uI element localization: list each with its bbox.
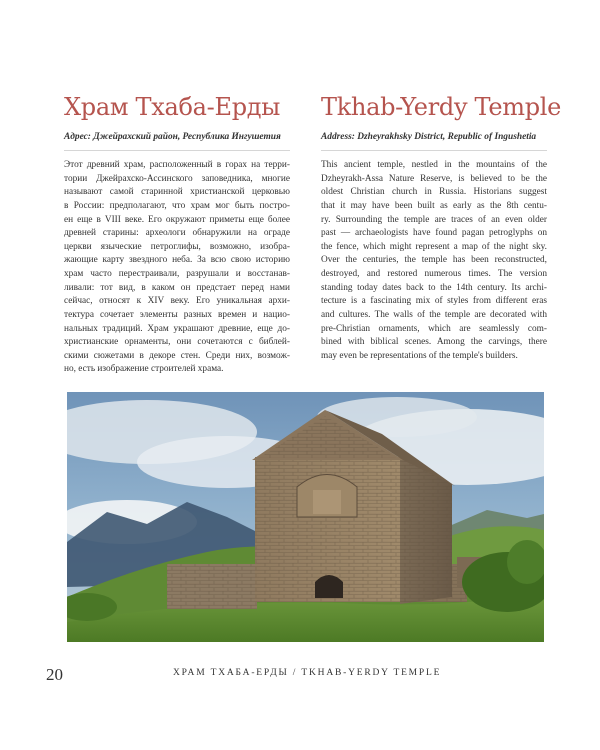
text-line: that it may have been built as early as the 8th centu- [321,200,547,211]
text-line: в России: предполагают, что храм мог быть постро- [64,200,290,211]
text-line: ry. Surrounding the temple are traces of an even older [321,214,547,225]
text-line: ливали: тот вид, в каком он предстает перед нами [64,282,290,293]
text-line: ен еще в VIII веке. Его окружают приметы еще более [64,214,290,225]
text-line: называют самой старинной христианской церковью [64,187,290,198]
text-line: древней старины: археологи обнаружили на ограде [64,228,290,239]
text-line: но, есть изображение строителей храма. [64,364,224,375]
text-line: destroyed, and restored numerous times. The version [321,269,547,279]
text-line: жающие карту звездного неба. За всю свою историю [64,255,290,266]
russian-body-text [64,159,290,377]
temple-photo [67,392,544,642]
running-title: ХРАМ ТХАБА-ЕРДЫ / TKHAB-YERDY TEMPLE [173,668,442,678]
text-line: and cultures. The walls of the temple are decorated with [321,309,547,320]
text-line: the fence, which might represent a map of the night sky. [321,241,547,252]
english-body-text [321,159,547,363]
text-line: Over the centuries, the temple has been reconstructed, [321,255,547,266]
text-line: pre-Christian ornaments, which are seamlessly com- [321,323,547,334]
russian-column [64,92,290,377]
text-line: христианские орнаменты, они сочетаются с библей- [64,337,290,348]
page-number: 20 [46,665,63,684]
text-line: This ancient temple, nestled in the mountains of the [321,160,547,170]
english-title: Tkhab-Yerdy Temple [321,93,562,121]
text-line: past — archaeologists have found pagan petroglyphs on [321,228,547,239]
russian-title: Храм Тхаба-Ерды [64,93,281,121]
text-line: Этот древний храм, расположенный в горах на терри- [64,160,290,170]
english-column [321,92,562,363]
text-line: may even be representations of the temple's builders. [321,350,518,361]
text-line: храм часто перестраивали, разрушали и восстанав- [64,269,290,279]
text-line: Dzheyrakh-Assa Nature Reserve, is believed to be the [321,173,547,184]
text-line: тории Джейрахско-Ассинского заповедника, многие [64,173,290,184]
russian-address: Адрес: Джейрахский район, Республика Ингушетия [64,131,290,151]
text-line: bined with biblical scenes. Among the carvings, there [321,337,547,348]
text-line: oldest Christian church in Russia. Historians suggest [321,187,547,198]
text-line: standing today dates back to the 14th century. Its archi- [321,282,547,293]
text-line: сейчас, относят к XIV веку. Его уникальная архи- [64,296,290,307]
text-line: тектура сочетает элементы разных времен и нацио- [64,309,290,320]
text-line: церкви языческие петроглифы, возможно, изобра- [64,241,290,252]
text-line: скими сюжетами в декоре стен. Среди них, возмож- [64,350,290,361]
english-address: Address: Dzheyrakhsky District, Republic of Ingushetia [321,131,547,151]
text-line: нальных традиций. Храм украшают древние, еще до- [64,323,290,334]
text-line: tecture is a fascinating mix of styles from different eras [321,296,547,307]
